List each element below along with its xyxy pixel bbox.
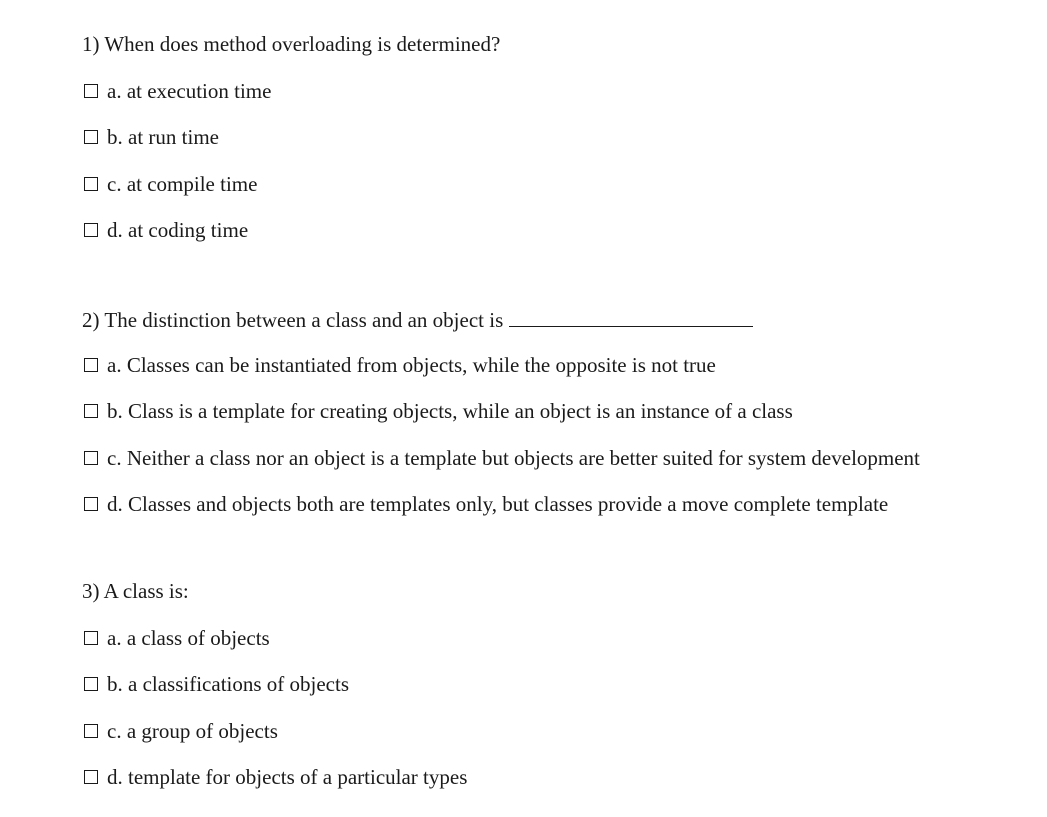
option-letter: d.: [107, 765, 123, 789]
checkbox[interactable]: [84, 497, 98, 511]
checkbox[interactable]: [84, 404, 98, 418]
question-2-option-b[interactable]: [82, 397, 1022, 425]
question-2-option-d[interactable]: [82, 490, 1022, 518]
option-text: a classifications of objects: [128, 672, 350, 696]
checkbox[interactable]: [84, 177, 98, 191]
question-2-prompt: 2) The distinction between a class and an object is: [82, 308, 504, 332]
question-3: [82, 577, 1022, 791]
option-letter: a.: [107, 625, 122, 650]
option-letter: b.: [107, 672, 123, 696]
option-letter: d.: [107, 218, 123, 242]
question-2-prompt-row: [82, 304, 1022, 332]
option-letter: a.: [107, 78, 122, 103]
question-1-prompt: 1) When does method overloading is determined?: [82, 32, 501, 56]
option-text: Class is a template for creating objects, while an object is an instance of a class: [128, 399, 793, 423]
question-3-option-c[interactable]: [82, 717, 1022, 745]
question-1-option-a[interactable]: [82, 77, 1022, 105]
question-3-prompt: 3) A class is:: [82, 579, 189, 603]
question-3-option-a[interactable]: [82, 624, 1022, 652]
checkbox[interactable]: [84, 677, 98, 691]
checkbox[interactable]: [84, 223, 98, 237]
option-text: at run time: [128, 125, 219, 149]
option-letter: a.: [107, 352, 122, 377]
option-text: at coding time: [128, 218, 249, 242]
option-text: at compile time: [126, 171, 258, 196]
checkbox[interactable]: [84, 451, 98, 465]
option-text: Classes and objects both are templates only, but classes provide a move complete template: [128, 492, 889, 516]
option-text: template for objects of a particular types: [128, 765, 468, 789]
checkbox[interactable]: [84, 84, 98, 98]
option-letter: d.: [107, 492, 123, 516]
question-2-option-a[interactable]: [82, 351, 1022, 379]
option-text: a group of objects: [126, 718, 278, 743]
option-letter: b.: [107, 399, 123, 423]
question-3-option-d[interactable]: [82, 763, 1022, 791]
answer-blank-line: [509, 304, 753, 327]
question-1-option-c[interactable]: [82, 170, 1022, 198]
option-text: at execution time: [126, 78, 272, 103]
option-letter: c.: [107, 445, 122, 470]
option-letter: b.: [107, 125, 123, 149]
question-2-option-c[interactable]: [82, 444, 1022, 472]
option-text: Classes can be instantiated from objects, while the opposite is not true: [126, 352, 716, 377]
option-text: Neither a class nor an object is a template but objects are better suited for system development: [126, 445, 920, 470]
option-letter: c.: [107, 718, 122, 743]
checkbox[interactable]: [84, 631, 98, 645]
checkbox[interactable]: [84, 724, 98, 738]
checkbox[interactable]: [84, 770, 98, 784]
question-1: [82, 30, 1022, 244]
checkbox[interactable]: [84, 358, 98, 372]
checkbox[interactable]: [84, 130, 98, 144]
question-1-option-b[interactable]: [82, 123, 1022, 151]
question-3-option-b[interactable]: [82, 670, 1022, 698]
option-text: a class of objects: [126, 625, 270, 650]
option-letter: c.: [107, 171, 122, 196]
question-1-option-d[interactable]: [82, 216, 1022, 244]
question-2: [82, 304, 1022, 518]
